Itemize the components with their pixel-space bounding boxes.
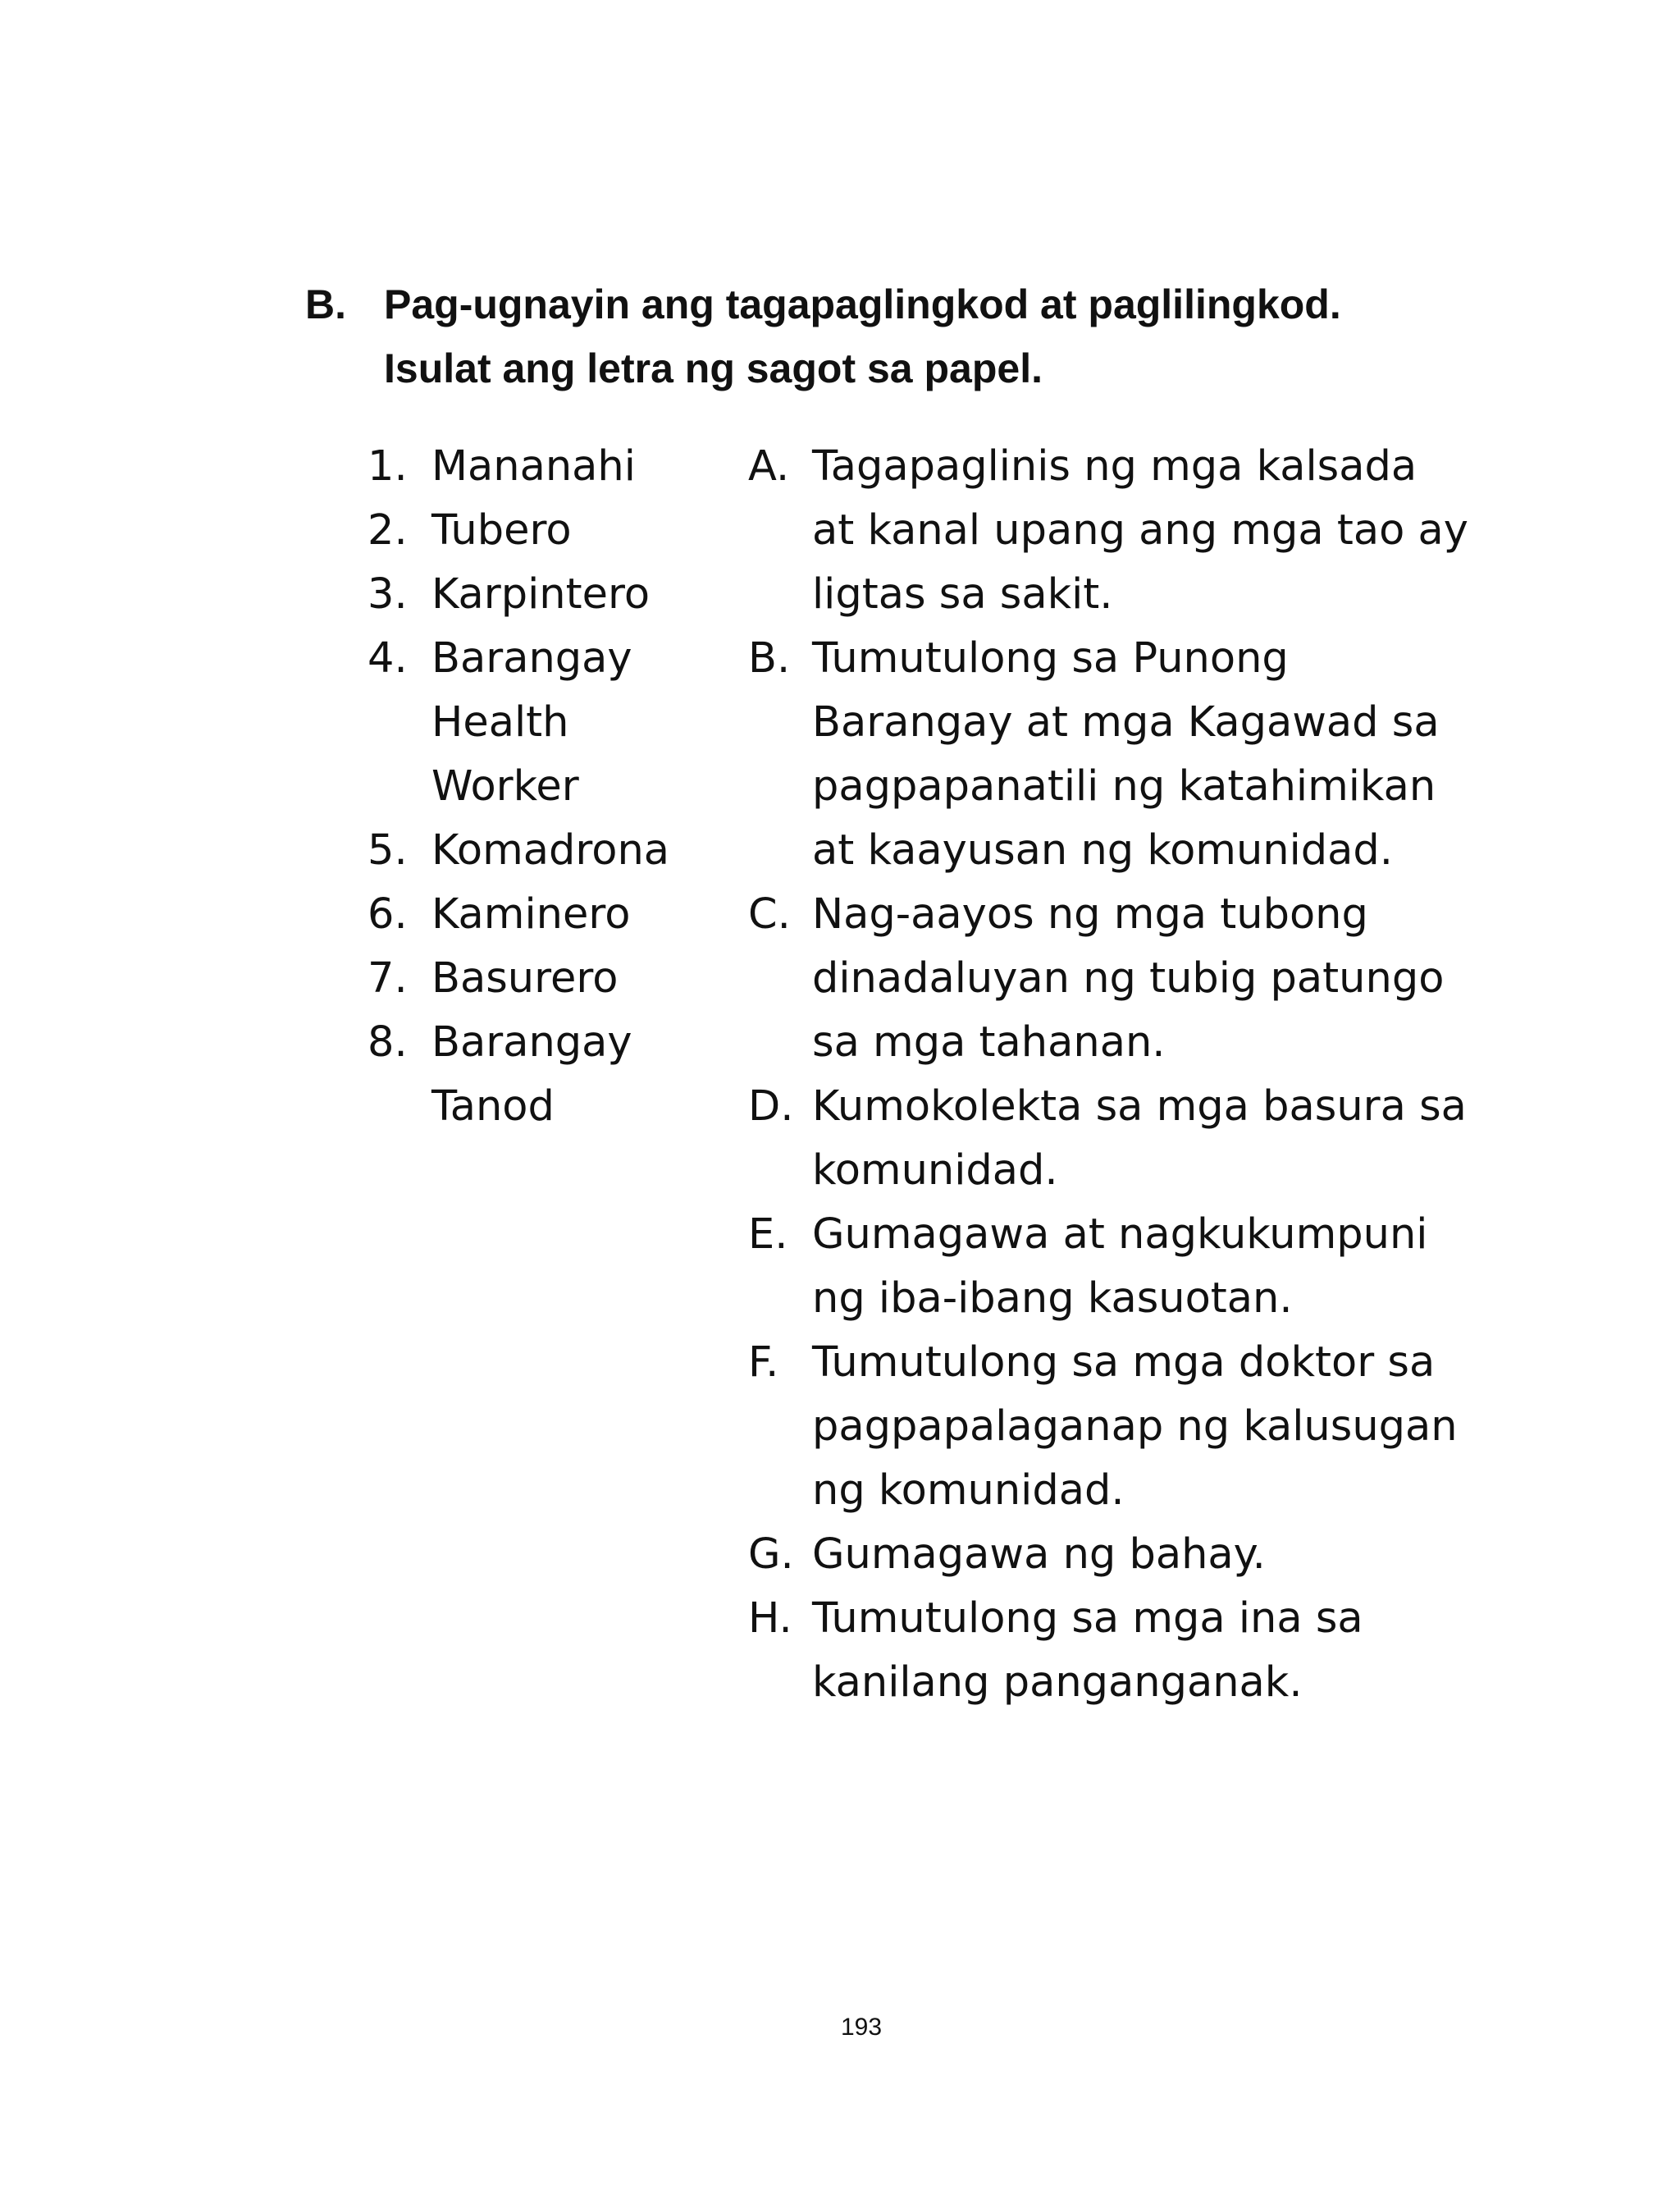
service-description: Tumutulong sa mga ina sa kanilang panganganak. [812,1594,1363,1707]
service-description: Tagapaglinis ng mga kalsada at kanal upang ang mga tao ay ligtas sa sakit. [812,442,1468,619]
server-label: Tubero [431,506,572,555]
service-item [748,627,1470,883]
server-label: Basurero [431,954,619,1003]
service-letter: G. [748,1530,794,1579]
server-number: 4. [368,634,408,683]
server-label: Mananahi [431,442,636,491]
server-number: 1. [368,442,408,491]
server-label: Karpintero [431,570,651,619]
service-description: Nag-aayos ng mga tubong dinadaluyan ng tubig patungo sa mga tahanan. [812,890,1445,1067]
page-number: 193 [840,2014,883,2041]
server-item [368,1011,678,1139]
server-label: Kaminero [431,890,631,939]
service-item [748,883,1470,1075]
service-description: Tumutulong sa mga doktor sa pagpapalaganap ng kalusugan ng komunidad. [812,1338,1458,1515]
service-letter: C. [748,890,791,939]
service-item [748,435,1470,627]
server-item [368,435,720,499]
services-list [748,435,1470,1715]
server-label: Komadrona [431,826,670,875]
server-label: Barangay Tanod [431,1018,632,1131]
server-label: Barangay Health Worker [431,634,632,811]
server-number: 2. [368,506,408,555]
service-letter: D. [748,1082,794,1131]
server-number: 5. [368,826,408,875]
service-description: Tumutulong sa Punong Barangay at mga Kagawad sa pagpapanatili ng katahimikan at kaayusan ng komunidad. [812,634,1440,875]
server-number: 8. [368,1018,408,1067]
section-letter: B. [305,281,346,327]
service-description: Gumagawa ng bahay. [812,1530,1266,1579]
service-description: Gumagawa at nagkukumpuni ng iba-ibang kasuotan. [812,1210,1428,1323]
service-item [748,1331,1470,1523]
service-description: Kumokolekta sa mga basura sa komunidad. [812,1082,1467,1195]
service-letter: H. [748,1594,792,1643]
service-item [748,1075,1470,1203]
service-item [748,1203,1470,1331]
server-item [368,499,720,563]
service-letter: F. [748,1338,779,1387]
server-number: 6. [368,890,408,939]
section-instructions: Pag-ugnayin ang tagapaglingkod at paglilingkod. Isulat ang letra ng sagot sa papel. [384,281,1341,391]
service-item [748,1523,1470,1587]
server-item [368,947,720,1011]
server-number: 3. [368,570,408,619]
server-item [368,883,720,947]
server-item [368,563,720,627]
server-number: 7. [368,954,408,1003]
service-item [748,1587,1470,1715]
server-item [368,627,645,819]
service-letter: E. [748,1210,788,1259]
service-letter: B. [748,634,791,683]
service-letter: A. [748,442,790,491]
server-item [368,819,720,883]
servers-list [368,435,720,1139]
